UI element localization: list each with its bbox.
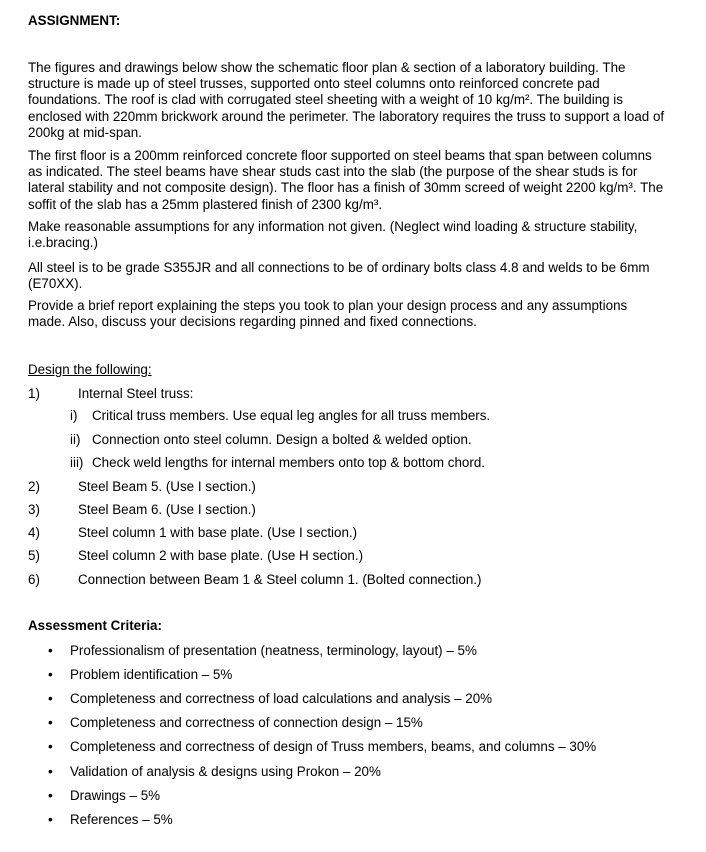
- design-subitem: [70, 455, 485, 470]
- design-subitem-text: Connection onto steel column. Design a bolted & welded option.: [92, 432, 472, 447]
- design-item-number: 5): [28, 548, 40, 563]
- design-item-number: 6): [28, 572, 40, 587]
- criteria-item-text: Problem identification – 5%: [70, 667, 233, 682]
- criteria-item-text: Drawings – 5%: [70, 788, 161, 803]
- design-item-text: Connection between Beam 1 & Steel column 1. (Bolted connection.): [78, 572, 482, 587]
- criteria-item-text: Completeness and correctness of connection design – 15%: [70, 715, 423, 730]
- assignment-heading: ASSIGNMENT:: [28, 13, 121, 28]
- bullet-icon: •: [48, 739, 53, 754]
- criteria-item-text: Completeness and correctness of load calculations and analysis – 20%: [70, 691, 493, 706]
- design-subitem-number: i): [70, 408, 78, 423]
- design-subitem-text: Check weld lengths for internal members onto top & bottom chord.: [92, 455, 485, 470]
- design-subitem: [70, 432, 472, 447]
- bullet-icon: •: [48, 643, 53, 658]
- bullet-icon: •: [48, 764, 53, 779]
- paragraph-structure-description: The figures and drawings below show the schematic floor plan & section of a laboratory building. The structure is made up of steel trusses, supported onto steel columns onto reinforced concrete pad foundations. The roof is clad with corrugated steel sheeting with a weight of 10 kg/m². The building is enclosed with 220mm brickwork around the perimeter. The laboratory requires the truss to support a load of 200kg at mid-span.: [28, 60, 665, 140]
- criteria-item-text: References – 5%: [70, 812, 173, 827]
- paragraph-steel-grade: All steel is to be grade S355JR and all connections to be of ordinary bolts class 4.8 and welds to be 6mm (E70XX).: [28, 260, 650, 292]
- design-item-number: 1): [28, 386, 40, 401]
- design-subitem: [70, 408, 490, 423]
- bullet-icon: •: [48, 812, 53, 827]
- criteria-item-text: Validation of analysis & designs using Prokon – 20%: [70, 764, 381, 779]
- criteria-item-text: Completeness and correctness of design of Truss members, beams, and columns – 30%: [70, 739, 597, 754]
- paragraph-assumptions: Make reasonable assumptions for any information not given. (Neglect wind loading & structure stability, i.e.bracing.): [28, 219, 638, 251]
- bullet-icon: •: [48, 788, 53, 803]
- design-subitem-number: ii): [70, 432, 81, 447]
- bullet-icon: •: [48, 667, 53, 682]
- paragraph-report-request: Provide a brief report explaining the steps you took to plan your design process and any assumptions made. Also, discuss your decisions regarding pinned and fixed connections.: [28, 298, 628, 330]
- paragraph-first-floor-description: The first floor is a 200mm reinforced concrete floor supported on steel beams that span between columns as indicated. The steel beams have shear studs cast into the slab (the purpose of the shear studs is for lateral stability and not composite design). The floor has a finish of 30mm screed of weight 2200 kg/m³. The soffit of the slab has a 25mm plastered finish of 2300 kg/m³.: [28, 148, 664, 212]
- design-subitem-text: Critical truss members. Use equal leg angles for all truss members.: [92, 408, 491, 423]
- design-item-text: Steel Beam 6. (Use I section.): [78, 502, 256, 517]
- design-item-text: Steel column 1 with base plate. (Use I section.): [78, 525, 358, 540]
- design-subitem-number: iii): [70, 455, 84, 470]
- criteria-heading: Assessment Criteria:: [28, 618, 162, 633]
- bullet-icon: •: [48, 691, 53, 706]
- design-item-number: 2): [28, 479, 40, 494]
- design-item-number: 4): [28, 525, 40, 540]
- design-item-text: Internal Steel truss:: [78, 386, 194, 401]
- design-item-text: Steel column 2 with base plate. (Use H section.): [78, 548, 364, 563]
- design-heading: Design the following:: [28, 362, 152, 377]
- criteria-item-text: Professionalism of presentation (neatness, terminology, layout) – 5%: [70, 643, 477, 658]
- bullet-icon: •: [48, 715, 53, 730]
- design-item-number: 3): [28, 502, 40, 517]
- design-item-text: Steel Beam 5. (Use I section.): [78, 479, 256, 494]
